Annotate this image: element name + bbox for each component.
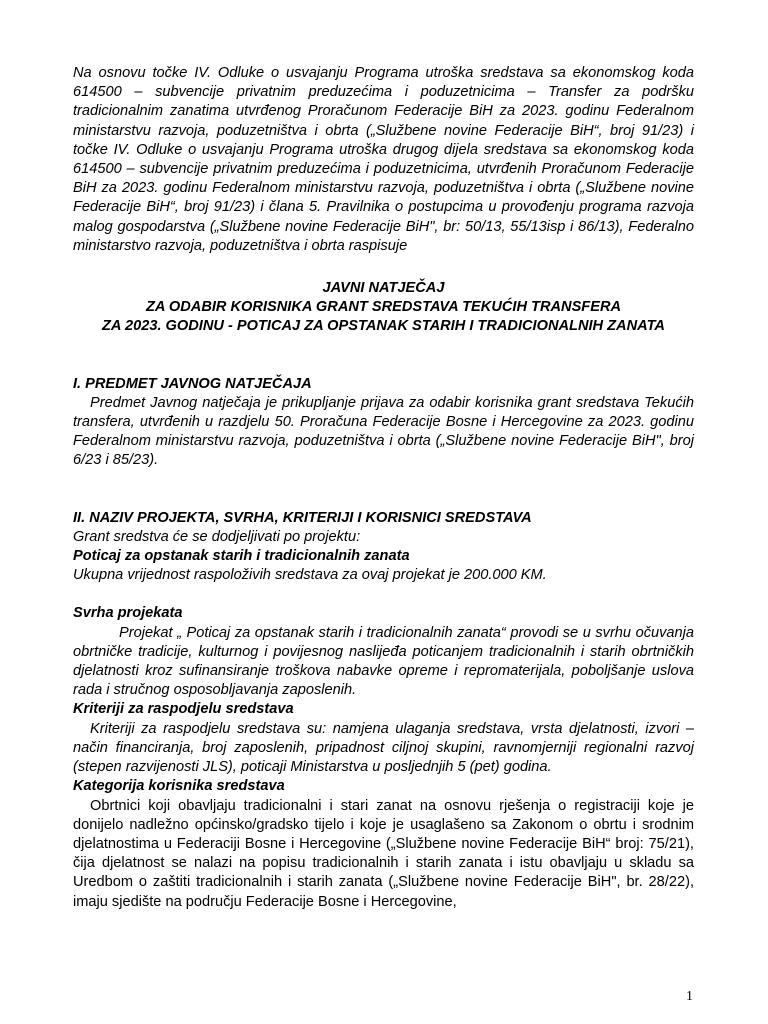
purpose-heading: Svrha projekata: [73, 605, 183, 622]
category-heading: Kategorija korisnika sredstava: [73, 778, 285, 795]
section-1-heading: I. PREDMET JAVNOG NATJEČAJA: [73, 375, 312, 392]
section-1-body: Predmet Javnog natječaja je prikupljanje prijava za odabir korisnika grant sredstava Tekućih transfera, utvrđenih u razdjelu 50. Proračuna Federacije Bosne i Hercegovine za 2023. godinu Federalnom ministarstvu razvoja, poduzetništva i obrta („Službene novine Federacije BiH", broj 6/23 i 85/23).: [73, 394, 694, 469]
title-line-3: ZA 2023. GODINU - POTICAJ ZA OPSTANAK STARIH I TRADICIONALNIH ZANATA: [102, 318, 665, 335]
document-title: [73, 279, 694, 337]
criteria-body: Kriteriji za raspodjelu sredstava su: namjena ulaganja sredstava, vrsta djelatnosti, izvori – način financiranja, broj zaposlenih, pripadnost ciljnoj skupini, ravnomjerniji regionalni razvoj (stepen razvijenosti JLS), poticaji Ministarstva u posljednjih 5 (pet) godina.: [73, 720, 694, 776]
total-value: Ukupna vrijednost raspoloživih sredstava za ovaj projekat je 200.000 KM.: [73, 567, 547, 584]
page-number: 1: [686, 989, 693, 1004]
document-page: [73, 64, 694, 912]
title-line-2: ZA ODABIR KORISNIKA GRANT SREDSTAVA TEKUĆIH TRANSFERA: [145, 299, 622, 316]
criteria-heading: Kriteriji za raspodjelu sredstava: [73, 701, 294, 718]
section-2-heading: II. NAZIV PROJEKTA, SVRHA, KRITERIJI I KORISNICI SREDSTAVA: [73, 509, 532, 526]
project-name: Poticaj za opstanak starih i tradicionalnih zanata: [73, 548, 410, 565]
title-line-1: JAVNI NATJEČAJ: [322, 280, 445, 297]
purpose-body: Projekat „ Poticaj za opstanak starih i tradicionalnih zanata“ provodi se u svrhu očuvanja obrtničke tradicije, kulturnog i povijesnog naslijeđa poticanjem tradicionalnih i starih obrtničkih djelatnosti kroz sufinansiranje troškova nabavke opreme i repromaterijala, poboljšanje uslova rada i stručnog osposobljavanja zaposlenih.: [73, 624, 694, 699]
intro-paragraph: Na osnovu točke IV. Odluke o usvajanju Programa utroška sredstava sa ekonomskog koda 614500 – subvencije privatnim preduzećima i poduzetnicima – Transfer za podršku tradicionalnim zanatima utvrđenog Proračunom Federacije BiH za 2023. godinu Federalnom ministarstvu razvoja, poduzetništva i obrta („Službene novine Federacije BiH“, broj 91/23) i točke IV. Odluke o usvajanju Programa utroška drugog dijela sredstava sa ekonomskog koda 614500 – subvencije privatnim preduzećima i poduzetnicima, utvrđenih Proračunom Federacije BiH za 2023. godinu Federalnom ministarstvu razvoja, poduzetništva i obrta („Službene novine Federacije BiH“, broj 91/23) i člana 5. Pravilnika o postupcima u provođenju programa razvoja malog gospodarstva („Službene novine Federacije BiH", br: 50/13, 55/13isp i 86/13), Federalno ministarstvo razvoja, poduzetništva i obrta raspisuje: [73, 65, 694, 254]
grant-line: Grant sredstva će se dodjeljivati po projektu:: [73, 528, 361, 545]
category-body: Obrtnici koji obavljaju tradicionalni i stari zanat na osnovu rješenja o registraciji koje je donijelo nadležno općinsko/gradsko tijelo i koje je usaglašeno sa Zakonom o obrtu i srodnim djelatnostima u Federaciji Bosne i Hercegovine („Službene novine Federacije BiH“ broj: 75/21), čija djelatnost se nalazi na popisu tradicionalnih i starih zanata i istu obavljaju u skladu sa Uredbom o zaštiti tradicionalnih i starih zanata („Službene novine Federacije BiH", br. 28/22), imaju sjedište na području Federacije Bosne i Hercegovine,: [73, 797, 694, 910]
